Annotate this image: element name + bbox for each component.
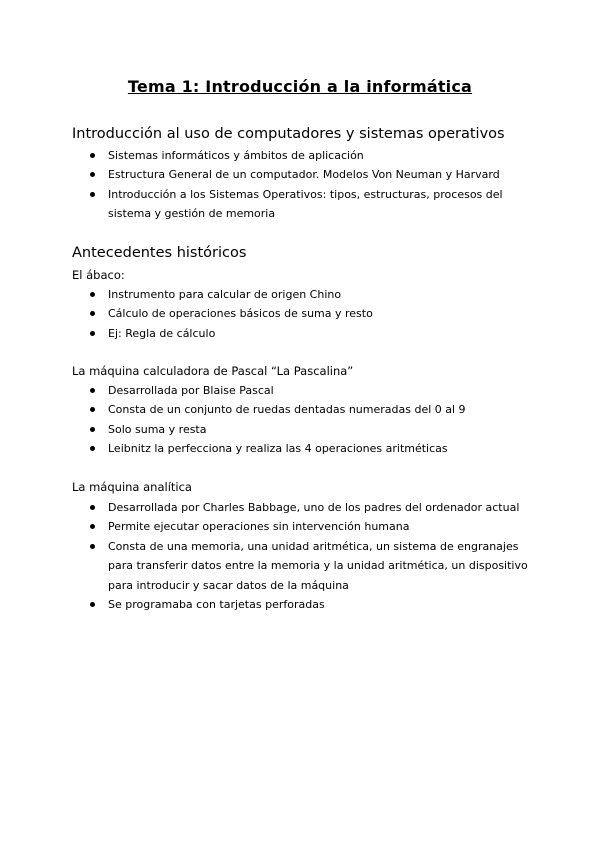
intro-list xyxy=(88,146,528,224)
page-title: Tema 1: Introducción a la informática xyxy=(127,77,473,96)
pascalina-label: La máquina calculadora de Pascal “La Pascalina” xyxy=(72,364,354,378)
list-item: Permite ejecutar operaciones sin intervención humana xyxy=(88,517,528,536)
list-item: Instrumento para calcular de origen Chino xyxy=(88,285,528,304)
list-item: Se programaba con tarjetas perforadas xyxy=(88,595,528,614)
list-item: Estructura General de un computador. Modelos Von Neuman y Harvard xyxy=(88,165,528,184)
list-item: Desarrollada por Blaise Pascal xyxy=(88,381,528,400)
abaco-list xyxy=(88,285,528,343)
list-item: Cálculo de operaciones básicos de suma y resto xyxy=(88,304,528,323)
list-item: Desarrollada por Charles Babbage, uno de los padres del ordenador actual xyxy=(88,498,528,517)
list-item: Ej: Regla de cálculo xyxy=(88,324,528,343)
analitica-list xyxy=(88,498,528,614)
section-heading-intro: Introducción al uso de computadores y sistemas operativos xyxy=(72,126,505,142)
list-item: Sistemas informáticos y ámbitos de aplicación xyxy=(88,146,528,165)
list-item: Leibnitz la perfecciona y realiza las 4 operaciones aritméticas xyxy=(88,439,528,458)
section-heading-history: Antecedentes históricos xyxy=(72,245,247,261)
list-item: Solo suma y resta xyxy=(88,420,528,439)
list-item: Consta de una memoria, una unidad aritmética, un sistema de engranajes para transferir datos entre la memoria y la unidad aritmética, un dispositivo para introducir y sacar datos de la máquina xyxy=(88,537,528,595)
list-item: Introducción a los Sistemas Operativos: tipos, estructuras, procesos del sistema y gestión de memoria xyxy=(88,185,528,224)
list-item: Consta de un conjunto de ruedas dentadas numeradas del 0 al 9 xyxy=(88,400,528,419)
analitica-label: La máquina analítica xyxy=(72,480,192,494)
pascalina-list xyxy=(88,381,528,459)
abaco-label: El ábaco: xyxy=(72,268,125,282)
